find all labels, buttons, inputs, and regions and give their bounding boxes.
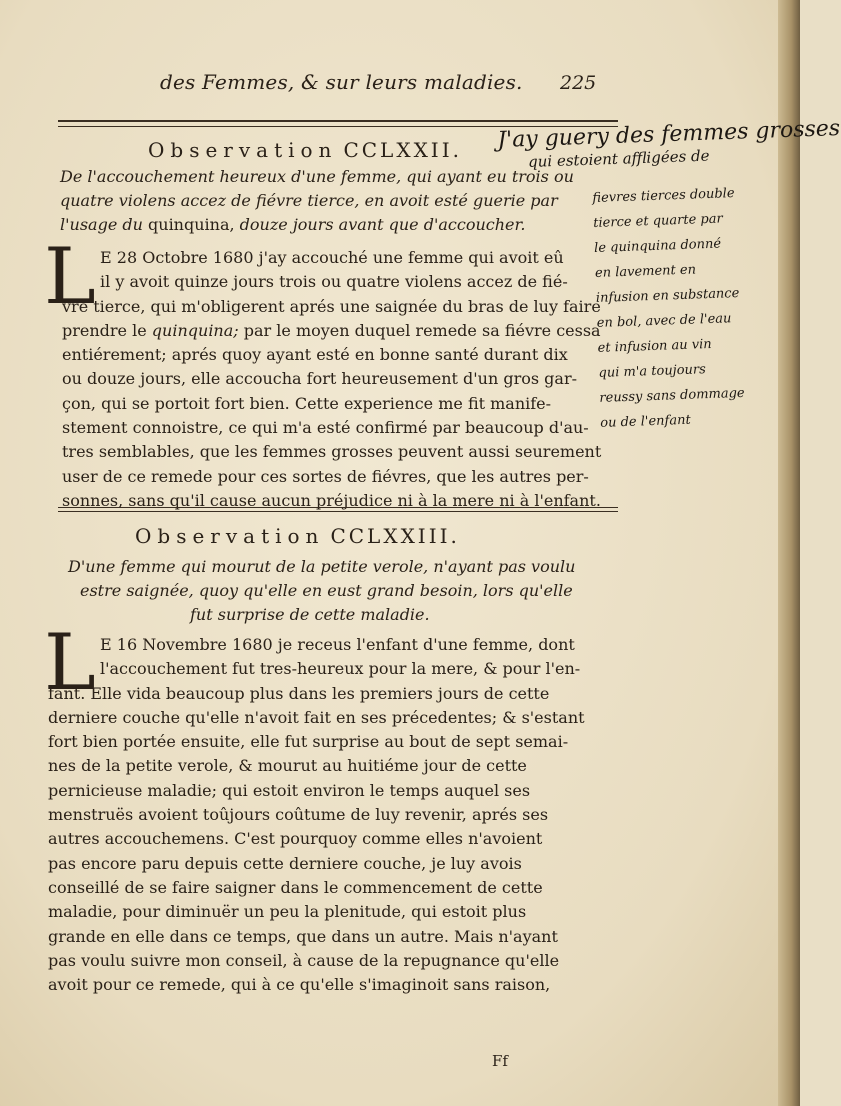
body-line: pernicieuse maladie; qui estoit environ le temps auquel ses <box>48 780 531 800</box>
page-number: 225 <box>560 72 597 94</box>
body-line: conseillé de se faire saigner dans le commencement de cette <box>48 877 543 897</box>
section-rule-thin <box>58 511 618 512</box>
handwritten-note-margin <box>592 181 746 436</box>
observation-1-title <box>148 138 462 162</box>
handwritten-line: en lavement en <box>594 262 697 281</box>
handwritten-line: reussy sans dommage <box>599 385 745 406</box>
observation-2-body <box>48 682 585 998</box>
summary-line: estre saignée, quoy qu'elle en eust grand besoin, lors qu'elle <box>80 581 573 600</box>
body-line: fort bien portée ensuite, elle fut surprise au bout de sept semai- <box>48 732 569 752</box>
observation-1-label: Observation <box>148 138 338 162</box>
summary-line: quatre violens accez de fiévre tierce, en avoit esté guerie par <box>60 191 558 210</box>
body-line: l'accouchement fut tres-heureux pour la mere, & pour l'en- <box>100 659 581 679</box>
body-line: pas encore paru depuis cette derniere couche, je luy avois <box>48 853 522 873</box>
handwritten-line: tierce et quarte par <box>593 211 723 231</box>
body-line: fant. Elle vida beaucoup plus dans les premiers jours de cette <box>48 683 550 703</box>
handwritten-line: fievres tierces double <box>592 186 735 206</box>
handwritten-line: le quinquina donné <box>593 236 722 256</box>
observation-2-summary <box>68 555 575 627</box>
observation-2-lead-lines <box>100 633 580 682</box>
body-line: autres accouchemens. C'est pourquoy comme elles n'avoient <box>48 829 543 849</box>
observation-1-number: CCLXXII. <box>343 138 462 162</box>
handwritten-line: qui estoient affligées de <box>527 146 710 171</box>
summary-line: l'usage du quinquina, douze jours avant que d'accoucher. <box>60 215 526 234</box>
body-line: pas voulu suivre mon conseil, à cause de la repugnance qu'elle <box>48 950 560 970</box>
observation-1-summary <box>60 165 574 237</box>
summary-line: D'une femme qui mourut de la petite verole, n'ayant pas voulu <box>68 557 576 576</box>
body-line: user de ce remede pour ces sortes de fiévres, que les autres per- <box>62 466 589 486</box>
catchword: Ff <box>492 1052 508 1070</box>
body-line: vre tierce, qui m'obligerent aprés une saignée du bras de luy faire <box>62 296 601 316</box>
handwritten-line: en bol, avec de l'eau <box>596 311 732 331</box>
observation-2-label: Observation <box>135 524 325 548</box>
body-line: sonnes, sans qu'il cause aucun préjudice ni à la mere ni à l'enfant. <box>62 490 601 510</box>
body-line: tres semblables, que les femmes grosses peuvent aussi seurement <box>62 442 602 462</box>
body-line: nes de la petite verole, & mourut au huitiéme jour de cette <box>48 756 527 776</box>
body-line: grande en elle dans ce temps, que dans un autre. Mais n'ayant <box>48 926 558 946</box>
observation-2-title <box>135 524 460 548</box>
body-line: prendre le quinquina; par le moyen duquel remede sa fiévre cessa <box>62 320 601 340</box>
body-line: çon, qui se portoit fort bien. Cette experience me fit manife- <box>62 393 552 413</box>
observation-1-body <box>62 295 601 514</box>
handwritten-line: qui m'a toujours <box>598 362 707 381</box>
summary-line: fut surprise de cette maladie. <box>190 605 430 624</box>
handwritten-line: J'ay guery des femmes grosses <box>496 116 841 153</box>
body-line: derniere couche qu'elle n'avoit fait en ses précedentes; & s'estant <box>48 707 585 727</box>
observation-1-lead-lines <box>100 246 568 295</box>
section-rule <box>58 507 618 508</box>
page-gutter <box>778 0 800 1106</box>
handwritten-line: et infusion au vin <box>597 336 712 356</box>
body-line: menstruës avoient toûjours coûtume de luy revenir, aprés ses <box>48 805 549 825</box>
body-line: maladie, pour diminuër un peu la plenitude, qui estoit plus <box>48 902 527 922</box>
body-line: stement connoistre, ce qui m'a esté confirmé par beaucoup d'au- <box>62 418 589 438</box>
running-head: des Femmes, & sur leurs maladies. <box>160 70 523 94</box>
body-line: avoit pour ce remede, qui à ce qu'elle s'imaginoit sans raison, <box>48 975 551 995</box>
handwritten-line: infusion en substance <box>595 285 740 306</box>
observation-2-dropcap: L <box>44 618 96 708</box>
body-line: E 28 Octobre 1680 j'ay accouché une femme qui avoit eû <box>100 248 564 267</box>
observation-2-number: CCLXXIII. <box>330 524 460 548</box>
body-line: E 16 Novembre 1680 je receus l'enfant d'une femme, dont <box>100 635 575 654</box>
observation-1-dropcap: L <box>44 232 96 322</box>
header-rule <box>58 120 618 122</box>
summary-line: De l'accouchement heureux d'une femme, qui ayant eu trois ou <box>60 167 574 186</box>
body-line: il y avoit quinze jours trois ou quatre violens accez de fié- <box>100 272 568 292</box>
body-line: ou douze jours, elle accoucha fort heureusement d'un gros gar- <box>62 369 578 389</box>
body-line: entiérement; aprés quoy ayant esté en bonne santé durant dix <box>62 345 568 365</box>
handwritten-line: ou de l'enfant <box>600 412 691 431</box>
